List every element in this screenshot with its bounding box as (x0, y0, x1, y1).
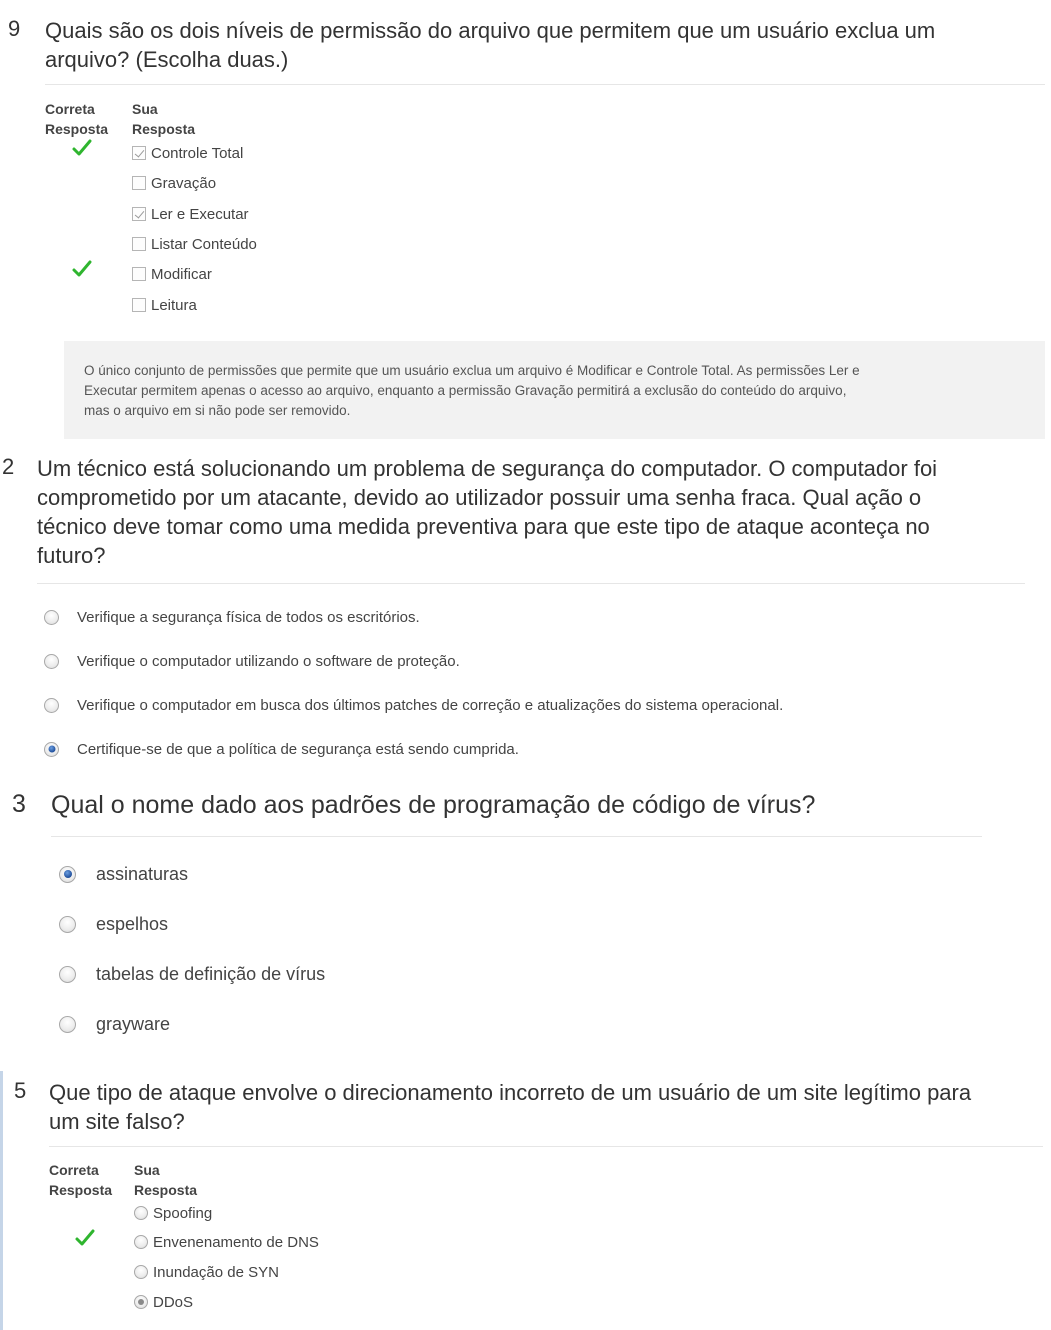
option-label: Inundação de SYN (153, 1263, 279, 1281)
radio-button[interactable] (44, 610, 59, 625)
answer-option[interactable] (132, 263, 212, 285)
divider (49, 1146, 1043, 1147)
radio-button[interactable] (59, 966, 76, 983)
your-answer-header (134, 1160, 197, 1200)
option-label: Leitura (151, 296, 197, 314)
question-number: 2 (2, 454, 15, 479)
option-label: espelhos (96, 913, 169, 934)
radio-button[interactable] (134, 1235, 148, 1249)
checkbox[interactable] (132, 267, 146, 281)
checkbox[interactable] (132, 207, 146, 221)
question-text (49, 1078, 971, 1136)
header-line: Resposta (132, 121, 196, 137)
question-text (45, 16, 935, 74)
radio-option[interactable] (134, 1231, 319, 1253)
option-label: assinaturas (96, 863, 189, 884)
radio-button[interactable] (134, 1206, 148, 1220)
radio-option[interactable] (59, 911, 168, 937)
question-line: Que tipo de ataque envolve o direcionamento incorreto de um usuário de um site legítimo para (49, 1080, 972, 1105)
radio-option[interactable] (44, 606, 420, 628)
question-line: um site falso? (49, 1109, 185, 1134)
correct-answer-header (45, 99, 108, 139)
divider (45, 84, 1045, 85)
question-line: comprometido por um atacante, devido ao utilizador possuir uma senha fraca. Qual ação o (37, 485, 922, 510)
header-line: Correta (45, 101, 95, 117)
radio-option[interactable] (44, 694, 783, 716)
radio-button[interactable] (44, 654, 59, 669)
radio-option[interactable] (44, 650, 460, 672)
option-label: Gravação (151, 174, 217, 192)
checkbox[interactable] (132, 176, 146, 190)
question-line: Quais são os dois níveis de permissão do arquivo que permitem que um usuário exclua um (45, 18, 936, 43)
radio-button[interactable] (59, 916, 76, 933)
question-text (37, 454, 937, 570)
option-label: grayware (96, 1013, 171, 1034)
option-label: Ler e Executar (151, 205, 249, 223)
option-label: tabelas de definição de vírus (96, 963, 326, 984)
question-line: técnico deve tomar como uma medida preventiva para que este tipo de ataque aconteça no (37, 514, 930, 539)
radio-option[interactable] (134, 1261, 279, 1283)
checkbox[interactable] (132, 237, 146, 251)
answer-option[interactable] (132, 233, 257, 255)
feedback-box (64, 341, 1045, 439)
option-label: Controle Total (151, 144, 244, 162)
radio-option[interactable] (59, 1011, 170, 1037)
checkbox[interactable] (132, 146, 146, 160)
correct-check-icon (74, 1228, 96, 1248)
option-label: DDoS (153, 1293, 194, 1311)
question-text: Qual o nome dado aos padrões de programação de código de vírus? (51, 791, 816, 819)
header-line: Sua (132, 101, 158, 117)
radio-button-selected[interactable] (44, 742, 59, 757)
option-label: Envenenamento de DNS (153, 1233, 319, 1251)
question-number: 3 (12, 790, 26, 818)
header-line: Resposta (134, 1182, 198, 1198)
header-line: Resposta (49, 1182, 113, 1198)
answer-option[interactable] (132, 172, 216, 194)
question-number: 5 (14, 1078, 27, 1103)
option-label: Certifique-se de que a política de segurança está sendo cumprida. (77, 740, 519, 758)
feedback-line: Executar permitem apenas o acesso ao arquivo, enquanto a permissão Gravação permitirá a exclusão do conteúdo do arquivo, (84, 383, 847, 398)
radio-button-selected[interactable] (59, 866, 76, 883)
question-line: arquivo? (Escolha duas.) (45, 47, 289, 72)
option-label: Verifique o computador utilizando o software de proteção. (77, 652, 460, 670)
option-label: Verifique a segurança física de todos os escritórios. (77, 608, 420, 626)
question-line: futuro? (37, 543, 106, 568)
question-line: Um técnico está solucionando um problema de segurança do computador. O computador foi (37, 456, 938, 481)
correct-check-icon (71, 138, 93, 158)
divider (37, 583, 1025, 584)
radio-button-selected[interactable] (134, 1295, 148, 1309)
radio-button[interactable] (134, 1265, 148, 1279)
header-line: Sua (134, 1162, 160, 1178)
radio-button[interactable] (44, 698, 59, 713)
answer-option[interactable] (132, 203, 249, 225)
your-answer-header (132, 99, 195, 139)
question-number: 9 (8, 16, 21, 41)
radio-option[interactable] (44, 738, 519, 760)
radio-button[interactable] (59, 1016, 76, 1033)
checkbox[interactable] (132, 298, 146, 312)
radio-option[interactable] (59, 961, 325, 987)
header-line: Resposta (45, 121, 109, 137)
answer-option[interactable] (132, 142, 243, 164)
divider (51, 836, 982, 837)
question-left-border (0, 1071, 3, 1330)
option-label: Listar Conteúdo (151, 235, 257, 253)
header-line: Correta (49, 1162, 99, 1178)
feedback-line: mas o arquivo em si não pode ser removido. (84, 403, 351, 418)
feedback-line: O único conjunto de permissões que permite que um usuário exclua um arquivo é Modificar e Controle Total. As permissões Ler e (84, 363, 860, 378)
option-label: Spoofing (153, 1204, 213, 1222)
option-label: Modificar (151, 265, 212, 283)
correct-answer-header (49, 1160, 112, 1200)
radio-option[interactable] (59, 861, 188, 887)
radio-option[interactable] (134, 1202, 212, 1224)
radio-option[interactable] (134, 1291, 193, 1313)
option-label: Verifique o computador em busca dos últimos patches de correção e atualizações do sistema operacional. (77, 696, 784, 714)
answer-option[interactable] (132, 294, 197, 316)
correct-check-icon (71, 259, 93, 279)
